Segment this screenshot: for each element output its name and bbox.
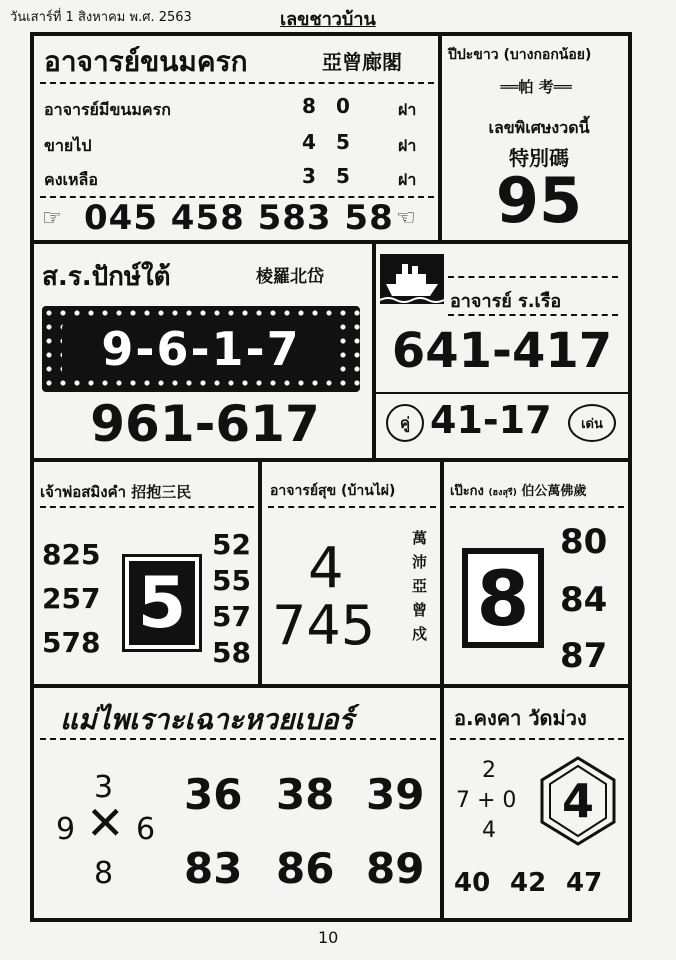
divider — [40, 506, 254, 508]
kongka-number: 40 — [454, 868, 491, 898]
sr-title: ส.ร.ปักษ์ใต้ — [42, 262, 171, 292]
pointing-hand-right-icon: ☞ — [42, 206, 62, 231]
jaopho-section — [32, 460, 260, 686]
jaopho-left: 578 — [42, 626, 101, 659]
divider — [448, 314, 618, 316]
pi-number: 95 — [495, 164, 583, 237]
pi-label: เลขพิเศษงวดนี้ — [488, 118, 590, 137]
teacher-row-b: 5 — [336, 130, 350, 154]
sr-number: 961-617 — [90, 395, 320, 453]
pi-section — [440, 34, 630, 242]
teacher-row-b: 5 — [336, 164, 350, 188]
divider — [376, 392, 628, 394]
mae-num: 89 — [366, 844, 425, 893]
suk-title: อาจารย์สุข (บ้านไผ่) — [270, 483, 396, 499]
divider — [450, 738, 624, 740]
den-badge: เด่น — [568, 404, 616, 442]
kongka-section — [442, 686, 630, 920]
hexagon-badge — [540, 756, 616, 850]
jaopho-left: 257 — [42, 582, 101, 615]
kongka-big-number: 4 — [561, 774, 594, 828]
pi-chinese-text: 帕 考 — [518, 78, 554, 96]
jaopho-right: 55 — [212, 564, 251, 597]
jaopho-chinese: 招抱三民 — [131, 483, 192, 501]
jaopho-right: 58 — [212, 636, 251, 669]
suk-side-text: 萬沛亞曾戍 — [412, 529, 428, 643]
jaopho-right: 57 — [212, 600, 251, 633]
kongka-mid: 7 + 0 — [456, 788, 517, 813]
pae-chinese: 伯公萬佛歲 — [521, 484, 587, 499]
suk-top-number: 4 — [308, 536, 344, 601]
mae-num: 39 — [366, 770, 425, 819]
teacher-row-unit: ฝา — [398, 100, 417, 119]
divider — [40, 738, 436, 740]
mae-num: 36 — [184, 770, 243, 819]
mae-num: 38 — [276, 770, 335, 819]
pointing-hand-left-icon: ☜ — [396, 206, 416, 231]
sr-chinese: 棱羅北岱 — [256, 267, 324, 287]
divider — [268, 506, 436, 508]
kongka-title: อ.คงคา วัดม่วง — [454, 706, 587, 730]
teacher-row-a: 4 — [302, 130, 316, 154]
mae-title: แม่ไพเราะเฉาะหวยเบอร์ — [60, 703, 354, 736]
khu-badge: คู่ — [386, 404, 424, 442]
pae-number: 80 — [560, 522, 608, 562]
pi-chinese: ══帕 考══ — [500, 78, 572, 96]
teacher-row-a: 8 — [302, 94, 316, 118]
sr-flower-frame — [42, 306, 360, 392]
teacher-row-label: ขายไป — [44, 136, 92, 155]
pae-number: 84 — [560, 580, 608, 620]
pae-big-box — [462, 548, 544, 648]
teacher-chinese: 亞曾廊閣 — [322, 50, 402, 74]
page-title: เลขชาวบ้าน — [280, 9, 376, 30]
jaopho-left: 825 — [42, 538, 101, 571]
sr-boxed-number: 9-6-1-7 — [62, 322, 340, 376]
teacher-row-unit: ฝา — [398, 170, 417, 189]
divider — [448, 276, 618, 278]
teacher-row-label: อาจารย์มีขนมครก — [44, 100, 171, 119]
cross-x-icon: ✕ — [86, 796, 125, 850]
cross-bottom: 8 — [94, 856, 114, 891]
teacher-row-unit: ฝา — [398, 136, 417, 155]
pi-label-chinese: 特別碼 — [509, 146, 569, 170]
teacher-numbers: 045 458 583 58 — [84, 198, 394, 238]
jaopho-big-box — [122, 554, 202, 652]
pae-title-thai: เป๊ะกง — [450, 484, 484, 499]
mae-section — [32, 686, 442, 920]
kongka-number: 47 — [566, 868, 603, 898]
teacher-row-label: คงเหลือ — [44, 170, 98, 189]
teacher-title: อาจารย์ขนมครก — [44, 45, 248, 78]
pae-big-number: 8 — [468, 554, 538, 642]
page-number: 10 — [318, 928, 339, 947]
boat-khu-number: 41-17 — [430, 398, 552, 442]
pi-title: ปีปะขาว (บางกอกน้อย) — [448, 47, 592, 63]
cross-right: 6 — [136, 812, 156, 847]
boat-icon — [380, 254, 444, 308]
pae-title — [450, 480, 586, 501]
cross-left: 9 — [56, 812, 76, 847]
page-date: วันเสาร์ที่ 1 สิงหาคม พ.ศ. 2563 — [10, 10, 192, 25]
cross-top: 3 — [94, 770, 114, 805]
pae-number: 87 — [560, 636, 608, 676]
divider — [450, 506, 624, 508]
mae-num: 83 — [184, 844, 243, 893]
jaopho-title-thai: เจ้าพ่อสมิงคำ — [40, 483, 127, 501]
kongka-number: 42 — [510, 868, 547, 898]
suk-section — [260, 460, 442, 686]
kongka-top: 2 — [482, 758, 496, 783]
boat-number: 641-417 — [391, 323, 613, 379]
teacher-row-a: 3 — [302, 164, 316, 188]
teacher-section — [32, 34, 440, 242]
jaopho-title — [40, 480, 191, 504]
divider — [40, 82, 434, 84]
suk-bottom-number: 745 — [272, 594, 376, 657]
teacher-row-b: 0 — [336, 94, 350, 118]
jaopho-big-number: 5 — [125, 557, 199, 649]
boat-title: อาจารย์ ร.เรือ — [450, 291, 562, 312]
pae-section — [442, 460, 630, 686]
mae-num: 86 — [276, 844, 335, 893]
pae-sub: (ฮงสุรี) — [488, 488, 517, 498]
kongka-bottom: 4 — [482, 818, 496, 843]
jaopho-right: 52 — [212, 528, 251, 561]
